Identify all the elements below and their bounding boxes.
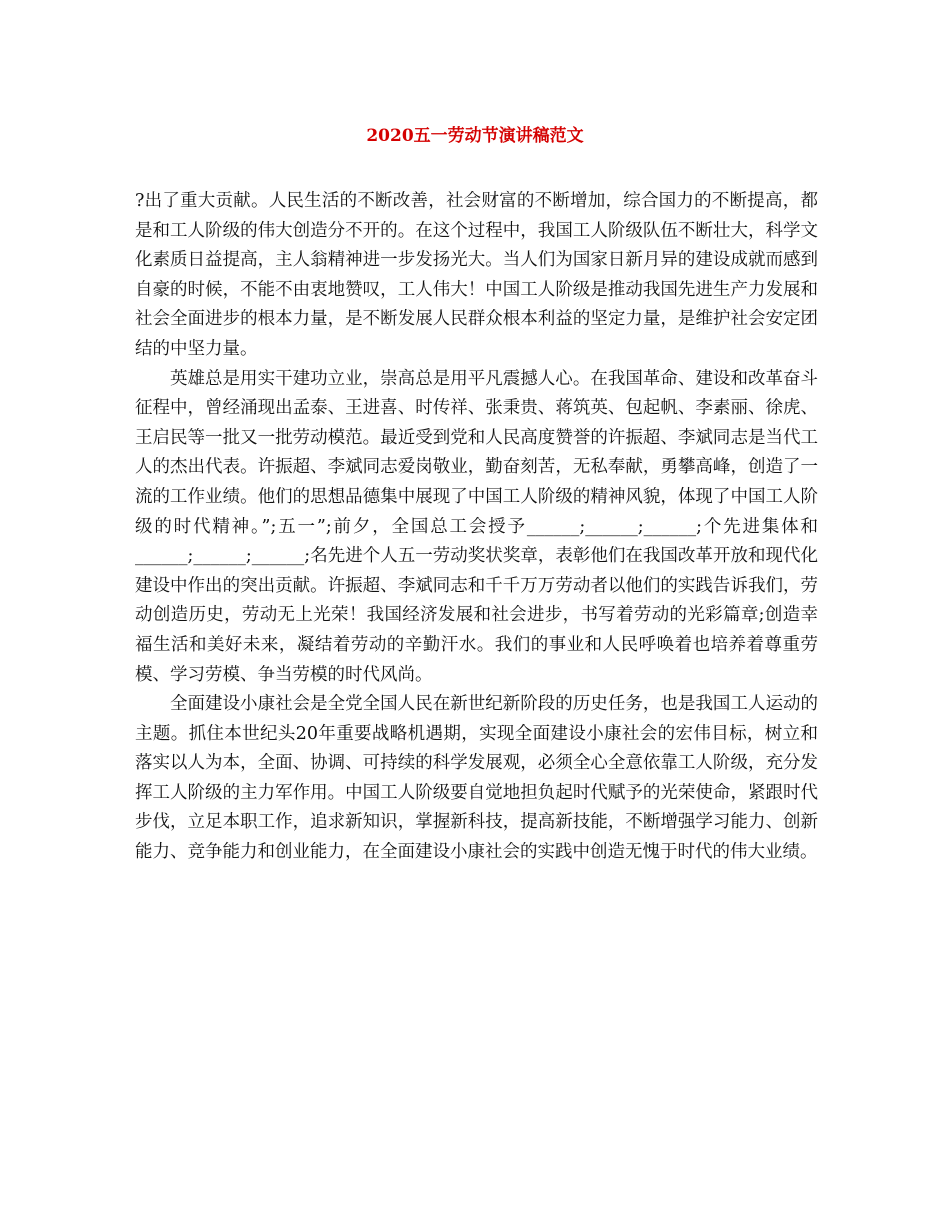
paragraph-2: 英雄总是用实干建功立业，崇高总是用平凡震撼人心。在我国革命、建设和改革奋斗征程中，曾经涌现出孟泰、王进喜、时传祥、张秉贵、蒋筑英、包起帆、李素丽、徐虎、王启民等一批又一批劳动模范。最近受到党和人民高度赞誉的许振超、李斌同志是当代工人的杰出代表。许振超、李斌同志爱岗敬业，勤奋刻苦，无私奉献，勇攀高峰，创造了一流的工作业绩。他们的思想品德集中展现了中国工人阶级的精神风貌，体现了中国工人阶级的时代精神。”;五一”;前夕，全国总工会授予______;______;______;个先进集体和______;______;______;名先进个人五一劳动奖状奖章，表彰他们在我国改革开放和现代化建设中作出的突出贡献。许振超、李斌同志和千千万万劳动者以他们的实践告诉我们，劳动创造历史，劳动无上光荣！我国经济发展和社会进步，书写着劳动的光彩篇章;创造幸福生活和美好未来，凝结着劳动的辛勤汗水。我们的事业和人民呼唤着也培养着尊重劳模、学习劳模、争当劳模的时代风尚。 bbox=[135, 368, 818, 685]
paragraph-3: 全面建设小康社会是全党全国人民在新世纪新阶段的历史任务，也是我国工人运动的主题。抓住本世纪头20年重要战略机遇期，实现全面建设小康社会的宏伟目标，树立和落实以人为本，全面、协调、可持续的科学发展观，必须全心全意依靠工人阶级，充分发挥工人阶级的主力军作用。中国工人阶级要自觉地担负起时代赋予的光荣使命，紧跟时代步伐，立足本职工作，追求新知识，掌握新科技，提高新技能，不断增强学习能力、创新能力、竞争能力和创业能力，在全面建设小康社会的实践中创造无愧于时代的伟大业绩。 bbox=[135, 694, 818, 863]
document-title: 2020五一劳动节演讲稿范文 bbox=[366, 126, 584, 146]
document-body bbox=[135, 187, 818, 868]
paragraph-1: ?出了重大贡献。人民生活的不断改善，社会财富的不断增加，综合国力的不断提高，都是和工人阶级的伟大创造分不开的。在这个过程中，我国工人阶级队伍不断壮大，科学文化素质日益提高，主人翁精神进一步发扬光大。当人们为国家日新月异的建设成就而感到自豪的时候，不能不由衷地赞叹，工人伟大！中国工人阶级是推动我国先进生产力发展和社会全面进步的根本力量，是不断发展人民群众根本利益的坚定力量，是维护社会安定团结的中坚力量。 bbox=[135, 191, 818, 359]
